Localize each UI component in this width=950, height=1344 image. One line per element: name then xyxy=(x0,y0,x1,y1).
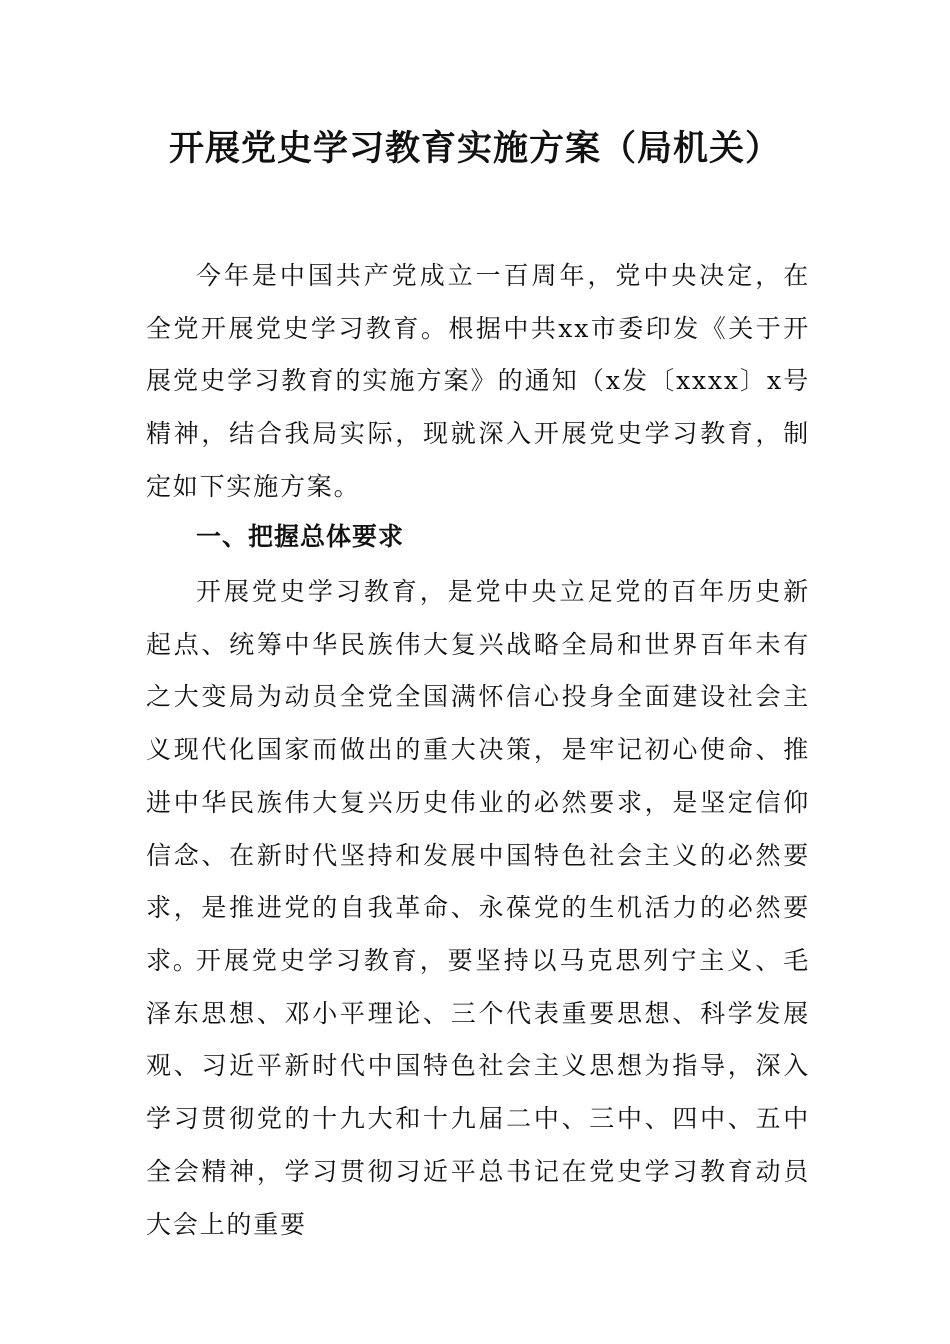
intro-paragraph: 今年是中国共产党成立一百周年，党中央决定，在全党开展党史学习教育。根据中共xx市委印发《关于开展党史学习教育的实施方案》的通知（x发〔xxxx〕x号精神，结合我局实际，现就深入开展党史学习教育，制定如下实施方案。 xyxy=(146,261,810,501)
document-title: 开展党史学习教育实施方案（局机关） xyxy=(168,128,781,169)
body-paragraph: 开展党史学习教育，要坚持以马克思列宁主义、毛泽东思想、邓小平理论、三个代表重要思想、科学发展观、习近平新时代中国特色社会主义思想为指导，深入学习贯彻党的十九大和十九届二中、三中、四中、五中全会精神，学习贯彻习近平总书记在党史学习教育动员大会上的重要 xyxy=(146,946,810,1239)
body-paragraph: 开展党史学习教育，是党中央立足党的百年历史新起点、统筹中华民族伟大复兴战略全局和世界百年未有之大变局为动员全党全国满怀信心投身全面建设社会主义现代化国家而做出的重大决策，是牢记初心使命、推进中华民族伟大复兴历史伟业的必然要求，是坚定信仰信念、在新时代坚持和发展中国特色社会主义的必然要求，是推进党的自我革命、永葆党的生机活力的必然要求。 xyxy=(146,577,810,975)
section-heading: 一、把握总体要求 xyxy=(196,522,405,551)
